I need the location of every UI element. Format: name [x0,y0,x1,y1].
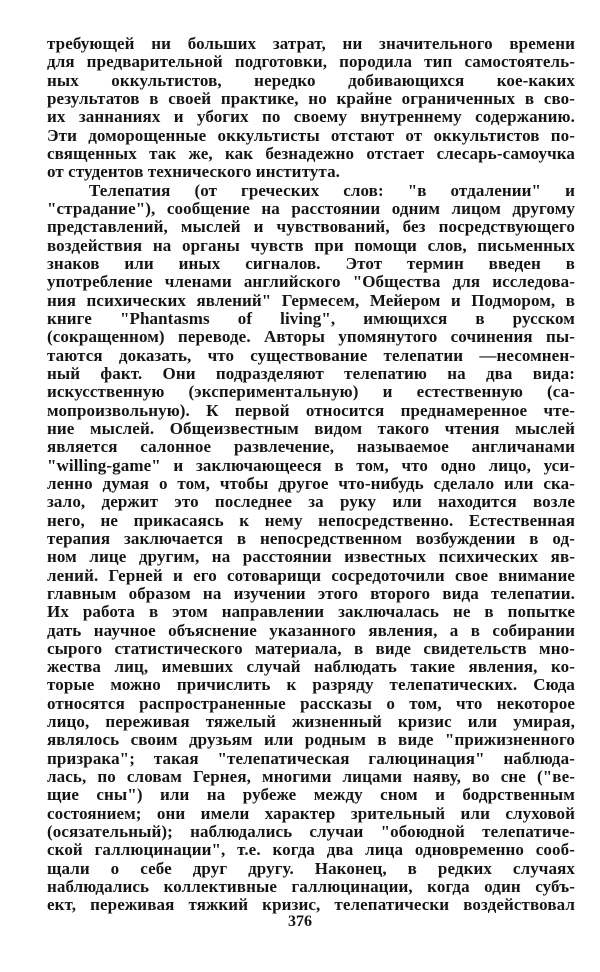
text-line: (осязательный); наблюдались случаи "обоюдной телепатиче- [47,822,575,842]
text-line: ных оккультистов, нередко добивающихся кое-каких [47,70,575,90]
text-line: лицо, переживая тяжелый жизненный кризис или умирая, [47,712,575,732]
text-line: лась, по словам Гернея, многими лицами наяву, во сне ("ве- [47,767,575,787]
text-line [47,182,575,200]
term-heading: Телепатия [89,180,171,200]
text-line: результатов в своей практике, но крайне ограниченных в сво- [47,88,575,108]
text-line: него, не прикасаясь к нему непосредственно. Естественная [47,510,575,530]
text-line: призрака"; такая "телепатическая галюцинация" наблюда- [47,748,575,768]
text-line: (сокращенном) переводе. Авторы упомянутого сочинения пы- [47,327,575,347]
text-line: искусственную (экспериментальную) и естественную (са- [47,382,575,402]
text-line: употребление членами английского "Общества для исследова- [47,272,575,292]
text-line: требующей ни больших затрат, ни значительного времени [47,34,575,53]
text-line: Эти доморощенные оккультисты отстают от оккультистов по- [47,125,575,145]
text-line: ния психических явлений" Гермесем, Мейером и Подмором, в [47,290,575,310]
text-line: воздействия на органы чувств при помощи слов, письменных [47,235,575,255]
text-line: являлось своим друзьям или родным в виде "прижизненного [47,730,575,750]
text-line: знаков или иных сигналов. Этот термин введен в [47,253,575,273]
text-line: лений. Герней и его сотоварищи сосредоточили свое внимание [47,565,575,585]
text-line: щали о себе друг другу. Наконец, в редких случаях [47,858,575,878]
text-line: терапия заключается в непосредственном возбуждении в од- [47,528,575,548]
text-line: ской галлюцинации", т.е. когда два лица одновременно сооб- [47,840,575,860]
text-line: "страдание"), сообщение на расстоянии одним лицом другому [47,198,575,218]
text-line: их заннаниях и убогих по своему внутреннему содержанию. [47,107,575,127]
text-line: состоянием; они имели характер зрительный или слуховой [47,803,575,823]
text-line: Их работа в этом направлении заключалась не в попытке [47,602,575,622]
text-line: является салонное развлечение, называемое англичанами [47,437,575,457]
text-line: представлений, мыслей и чувствований, без посредствующего [47,217,575,237]
text-line: ленно думая о том, чтобы другое что-нибудь сделало или ска- [47,473,575,493]
text-line: наблюдались коллективные галлюцинации, когда один субъ- [47,877,575,897]
text-line: от студентов технического института. [47,162,341,182]
text-line: таются доказать, что существование телепатии —несомнен- [47,345,575,365]
text-line: сырого статистического материала, в виде свидетельств мно- [47,638,575,658]
text-line: относятся распространенные рассказы о том, что некоторое [47,693,575,713]
text-line: жества лиц, имевших случай наблюдать такие явления, ко- [47,657,575,677]
text-line: священных так же, как безнадежно отстает слесарь-самоучка [47,143,575,163]
text-line: торые можно причислить к разряду телепатических. Сюда [47,675,575,695]
text-line: щие сны") или на рубеже между сном и бодрственным [47,785,575,805]
page-number: 376 [288,913,312,930]
text-line: ект, переживая тяжкий кризис, телепатически воздействовал [47,895,575,915]
text-line: мопроизвольную). К первой относится преднамеренное чте- [47,400,575,420]
text-line: дать научное объяснение указанного явления, а в собирании [47,620,575,640]
text-line: ние мыслей. Общеизвестным видом такого чтения мыслей [47,418,575,438]
text-line: "willing-game" и заключающееся в том, что одно лицо, уси- [47,455,575,475]
text-line-rest: (от греческих слов: "в отдалении" и [194,180,575,200]
text-line: ном лице другим, на расстоянии известных психических яв- [47,547,575,567]
text-line: ный факт. Они подразделяют телепатию на два вида: [47,363,575,383]
text-line: книге "Phantasms of living", имющихся в русском [47,308,575,328]
page-body-text [47,35,575,915]
text-line: для предварительной подготовки, породила тип самостоятель- [47,52,575,72]
text-line: зало, держит это последнее за руку или находится возле [47,492,575,512]
text-line: главным образом на изучении этого второго вида телепатии. [47,583,575,603]
